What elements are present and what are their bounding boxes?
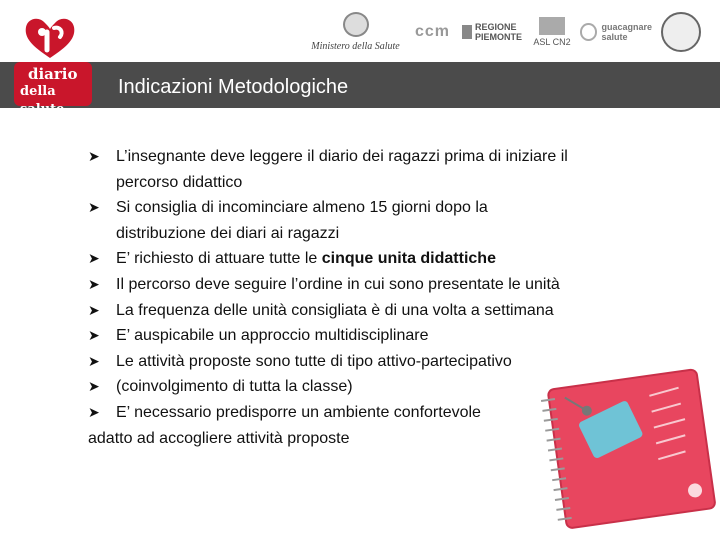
guacagnare-line-2: salute xyxy=(601,32,628,42)
regione-piemonte-logo xyxy=(462,12,522,52)
diario-logo-line-1: diario xyxy=(28,65,78,83)
list-item xyxy=(88,144,648,195)
list-item-text-continued: distribuzione dei diari ai ragazzi xyxy=(116,224,340,242)
diario-heart-logo-icon xyxy=(20,12,80,62)
arrow-bullet-icon: ➤ xyxy=(88,403,100,420)
guacagnare-salute-logo xyxy=(580,12,652,52)
arrow-bullet-icon: ➤ xyxy=(88,148,100,164)
list-item xyxy=(88,195,648,246)
diario-logo-line-2: della salute xyxy=(20,84,65,117)
page-title: Indicazioni Metodologiche xyxy=(118,76,349,98)
list-item-text: E’ auspicabile un approccio multidisciplinare xyxy=(116,327,429,345)
list-item-text: La frequenza delle unità consigliata è di una volta a settimana xyxy=(116,301,554,319)
list-item-text: (coinvolgimento di tutta la classe) xyxy=(116,378,353,396)
regione-flag-icon xyxy=(462,25,472,39)
ministry-logo xyxy=(308,12,403,52)
republic-emblem-icon xyxy=(343,12,369,37)
arrow-bullet-icon: ➤ xyxy=(88,250,100,267)
arrow-bullet-icon: ➤ xyxy=(88,352,100,369)
asl-building-icon xyxy=(539,17,565,35)
stamp-seal-icon xyxy=(661,12,701,52)
list-item-emphasis: cinque unita didattiche xyxy=(321,250,496,268)
list-item xyxy=(88,246,648,272)
list-item-text: Le attività proposte sono tutte di tipo attivo-partecipativo xyxy=(116,352,512,370)
list-item-text-continued: percorso didattico xyxy=(116,173,243,191)
arrow-bullet-icon: ➤ xyxy=(88,301,100,318)
list-item xyxy=(88,298,648,324)
title-band xyxy=(0,62,720,108)
guacagnare-heart-icon xyxy=(580,23,597,41)
trailing-line: adatto ad accogliere attività proposte xyxy=(88,429,350,447)
ccm-logo: ccm xyxy=(414,23,451,40)
list-item-text: E’ richiesto di attuare tutte le xyxy=(116,250,322,268)
asl-logo-text: ASL CN2 xyxy=(533,37,571,47)
list-item-text: L’insegnante deve leggere il diario dei ragazzi prima di iniziare il xyxy=(116,148,568,165)
ministry-logo-text: Ministero della Salute xyxy=(311,41,400,52)
list-item xyxy=(88,323,648,349)
diario-notebook-image xyxy=(528,360,718,530)
logo-bar xyxy=(0,0,720,62)
list-item xyxy=(88,272,648,298)
arrow-bullet-icon: ➤ xyxy=(88,327,100,344)
list-item-text: Il percorso deve seguire l’ordine in cui sono presentate le unità xyxy=(116,275,560,293)
regione-logo-line-2: PIEMONTE xyxy=(474,32,522,42)
list-item-text: Si consiglia di incominciare almeno 15 giorni dopo la xyxy=(116,199,488,217)
arrow-bullet-icon: ➤ xyxy=(88,199,100,216)
list-item-text: E’ necessario predisporre un ambiente confortevole xyxy=(116,403,481,421)
stamp-logo xyxy=(660,12,702,52)
asl-logo xyxy=(532,12,572,52)
arrow-bullet-icon: ➤ xyxy=(88,275,100,292)
guacagnare-line-1: guacagnare xyxy=(601,22,652,32)
arrow-bullet-icon: ➤ xyxy=(88,378,100,395)
diario-della-salute-logo xyxy=(14,62,92,117)
regione-logo-line-1: REGIONE xyxy=(474,22,517,32)
